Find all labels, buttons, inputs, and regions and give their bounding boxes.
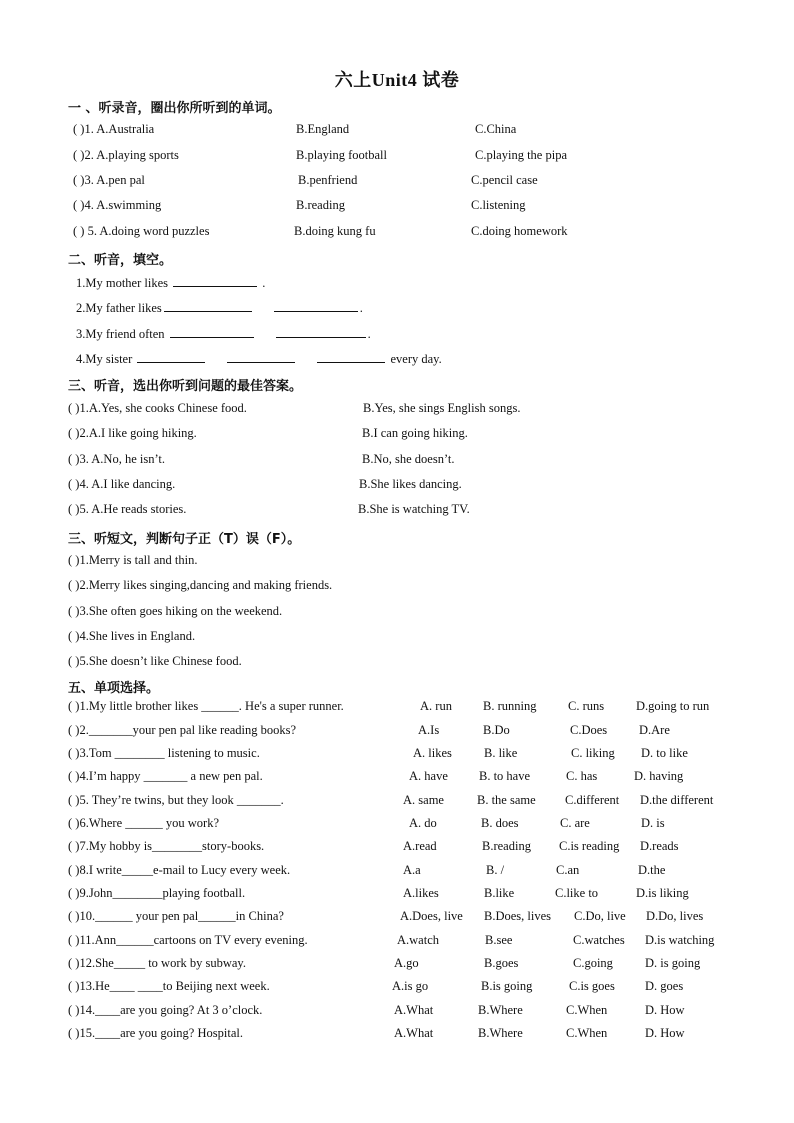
option-c: C. are: [560, 816, 590, 830]
fill-prefix: 3.My friend often: [76, 327, 165, 341]
mcq-item-6: [0, 816, 794, 834]
judge-item-2: [0, 578, 794, 596]
question: ( )12.She_____ to work by subway.: [68, 956, 246, 970]
option-d: D. How: [645, 1003, 685, 1017]
section-4-heading: 三、听短文，判断句子正（T）误（F）。: [68, 532, 301, 547]
question: ( )11.Ann______cartoons on TV every evening.: [68, 933, 308, 947]
option-a: ( )2.A.I like going hiking.: [68, 426, 197, 440]
option-a: ( )3. A.No, he isn’t.: [68, 452, 165, 466]
judge-item-3: [0, 604, 794, 622]
option-c: C.like to: [555, 886, 599, 900]
option-b: B.No, she doesn’t.: [362, 452, 455, 466]
fill-item-3: [76, 325, 371, 342]
listening-item-2: [0, 148, 794, 166]
question: ( )10.______ your pen pal______in China?: [68, 909, 284, 923]
option-c: C.Does: [570, 723, 608, 737]
option-d: D. to like: [641, 746, 688, 760]
question: ( )6.Where ______ you work?: [68, 816, 219, 830]
option-a: A.Does, live: [400, 909, 463, 923]
option-d: D.is liking: [636, 886, 689, 900]
fill-suffix: .: [359, 301, 363, 315]
option-b: B.playing football: [296, 148, 387, 162]
option-b: B.England: [296, 122, 350, 136]
option-a: A.What: [394, 1003, 434, 1017]
listening-item-3: [0, 173, 794, 191]
statement: ( )1.Merry is tall and thin.: [68, 553, 198, 567]
option-a: A.Is: [418, 723, 440, 737]
fill-prefix: 1.My mother likes: [76, 276, 169, 290]
fill-suffix: every day.: [387, 352, 442, 366]
option-d: D. is going: [645, 956, 701, 970]
mcq-item-8: [0, 863, 794, 881]
option-a: A.a: [403, 863, 421, 877]
option-a: A. do: [409, 816, 437, 830]
option-b: B.Does, lives: [484, 909, 552, 923]
question: ( )1.My little brother likes ______. He's a super runner.: [68, 699, 344, 713]
mcq-item-13: [0, 979, 794, 997]
mcq-item-12: [0, 956, 794, 974]
option-b: B.I can going hiking.: [362, 426, 468, 440]
option-d: D. goes: [645, 979, 684, 993]
fill-prefix: 4.My sister: [76, 352, 133, 366]
option-b: B.Do: [483, 723, 510, 737]
option-a: A. run: [420, 699, 452, 713]
option-c: C.is goes: [569, 979, 615, 993]
answer-item-3: [0, 452, 794, 470]
section-2-heading: 二、听音，填空。: [68, 253, 173, 268]
option-a: ( )1.A.Yes, she cooks Chinese food.: [68, 401, 247, 415]
mcq-item-3: [0, 746, 794, 764]
option-a: A.go: [394, 956, 419, 970]
listening-item-5: [0, 224, 794, 242]
judge-item-4: [0, 629, 794, 647]
option-a: ( )4. A.I like dancing.: [68, 477, 176, 491]
option-a: A. likes: [413, 746, 452, 760]
option-d: D.the different: [640, 793, 714, 807]
option-b: B.She is watching TV.: [358, 502, 470, 516]
question: ( )2._______your pen pal like reading books?: [68, 723, 297, 737]
option-d: D. is: [641, 816, 665, 830]
mcq-item-7: [0, 839, 794, 857]
option-a: ( )5. A.He reads stories.: [68, 502, 187, 516]
option-c: C.When: [566, 1003, 608, 1017]
option-a: A.read: [403, 839, 437, 853]
option-b: B. like: [484, 746, 518, 760]
option-c: C.watches: [573, 933, 625, 947]
mcq-item-10: [0, 909, 794, 927]
option-c: C.different: [565, 793, 620, 807]
option-d: D.going to run: [636, 699, 710, 713]
option-b: B. running: [483, 699, 537, 713]
option-a: A.is go: [392, 979, 429, 993]
option-c: C.going: [573, 956, 613, 970]
fill-prefix: 2.My father likes: [76, 301, 162, 315]
page-title: 六上Unit4 试卷: [334, 70, 460, 90]
fill-suffix: .: [367, 327, 371, 341]
statement: ( )5.She doesn’t like Chinese food.: [68, 654, 242, 668]
question: ( )9.John________playing football.: [68, 886, 246, 900]
option-b: B.is going: [481, 979, 533, 993]
option-d: D. How: [645, 1026, 685, 1040]
answer-item-2: [0, 426, 794, 444]
answer-item-5: [0, 502, 794, 520]
judge-item-5: [0, 654, 794, 672]
option-b: B.doing kung fu: [294, 224, 376, 238]
question: ( )4. A.swimming: [73, 198, 162, 212]
option-b: B.Where: [478, 1026, 523, 1040]
option-a: A. have: [409, 769, 448, 783]
question: ( )14.____are you going? At 3 o’clock.: [68, 1003, 263, 1017]
option-c: C.is reading: [559, 839, 620, 853]
option-b: B. the same: [477, 793, 536, 807]
section-1-heading: 一 、听录音，圈出你所听到的单词。: [68, 101, 281, 116]
option-b: B. does: [481, 816, 519, 830]
option-c: C.China: [475, 122, 517, 136]
answer-item-4: [0, 477, 794, 495]
option-c: C.Do, live: [574, 909, 626, 923]
option-c: C. has: [566, 769, 598, 783]
option-b: B.reading: [296, 198, 345, 212]
question: ( )5. They’re twins, but they look _______.: [68, 793, 284, 807]
question: ( )15.____are you going? Hospital.: [68, 1026, 243, 1040]
question: ( )2. A.playing sports: [73, 148, 179, 162]
mcq-item-2: [0, 723, 794, 741]
option-c: C.When: [566, 1026, 608, 1040]
judge-item-1: [0, 553, 794, 571]
question: ( )1. A.Australia: [73, 122, 155, 136]
option-a: A.watch: [397, 933, 439, 947]
question: ( )8.I write_____e-mail to Lucy every week.: [68, 863, 291, 877]
mcq-item-15: [0, 1026, 794, 1044]
option-b: B.penfriend: [298, 173, 358, 187]
fill-item-1: [76, 274, 265, 291]
question: ( )3. A.pen pal: [73, 173, 145, 187]
mcq-item-11: [0, 933, 794, 951]
option-d: D.Do, lives: [646, 909, 704, 923]
mcq-item-1: [0, 699, 794, 717]
option-b: B. /: [486, 863, 505, 877]
question: ( )4.I’m happy _______ a new pen pal.: [68, 769, 263, 783]
question: ( ) 5. A.doing word puzzles: [73, 224, 210, 238]
listening-item-4: [0, 198, 794, 216]
statement: ( )3.She often goes hiking on the weekend.: [68, 604, 283, 618]
section-3-heading: 三、听音，选出你听到问题的最佳答案。: [68, 379, 303, 394]
option-c: C.pencil case: [471, 173, 538, 187]
fill-suffix: .: [259, 276, 266, 290]
answer-blank[interactable]: [227, 350, 295, 363]
option-d: D.the: [638, 863, 666, 877]
option-a: A.likes: [403, 886, 439, 900]
answer-blank[interactable]: [164, 299, 252, 312]
statement: ( )4.She lives in England.: [68, 629, 196, 643]
question: ( )7.My hobby is________story-books.: [68, 839, 265, 853]
section-5-heading: 五、单项选择。: [68, 681, 160, 696]
option-b: B.reading: [482, 839, 531, 853]
fill-item-4: [76, 350, 442, 367]
answer-blank[interactable]: [170, 325, 254, 338]
fill-item-2: [76, 299, 363, 316]
option-c: C.listening: [471, 198, 526, 212]
option-d: D.Are: [639, 723, 670, 737]
option-c: C.an: [556, 863, 580, 877]
answer-blank[interactable]: [137, 350, 205, 363]
mcq-item-4: [0, 769, 794, 787]
answer-blank[interactable]: [173, 274, 257, 287]
option-b: B.Yes, she sings English songs.: [363, 401, 521, 415]
option-b: B.She likes dancing.: [359, 477, 462, 491]
option-a: A. same: [403, 793, 444, 807]
answer-blank[interactable]: [274, 299, 358, 312]
option-d: D.is watching: [645, 933, 715, 947]
option-b: B.see: [485, 933, 513, 947]
option-d: D.reads: [640, 839, 679, 853]
mcq-item-9: [0, 886, 794, 904]
option-b: B. to have: [479, 769, 531, 783]
option-c: C. runs: [568, 699, 605, 713]
option-a: A.What: [394, 1026, 434, 1040]
mcq-item-5: [0, 793, 794, 811]
option-d: D. having: [634, 769, 684, 783]
question: ( )13.He____ ____to Beijing next week.: [68, 979, 270, 993]
question: ( )3.Tom ________ listening to music.: [68, 746, 260, 760]
option-c: C.playing the pipa: [475, 148, 567, 162]
mcq-item-14: [0, 1003, 794, 1021]
option-b: B.goes: [484, 956, 519, 970]
answer-item-1: [0, 401, 794, 419]
listening-item-1: [0, 122, 794, 140]
option-b: B.Where: [478, 1003, 523, 1017]
option-c: C.doing homework: [471, 224, 568, 238]
option-b: B.like: [484, 886, 515, 900]
statement: ( )2.Merry likes singing,dancing and making friends.: [68, 578, 333, 592]
option-c: C. liking: [571, 746, 615, 760]
answer-blank[interactable]: [317, 350, 385, 363]
answer-blank[interactable]: [276, 325, 366, 338]
